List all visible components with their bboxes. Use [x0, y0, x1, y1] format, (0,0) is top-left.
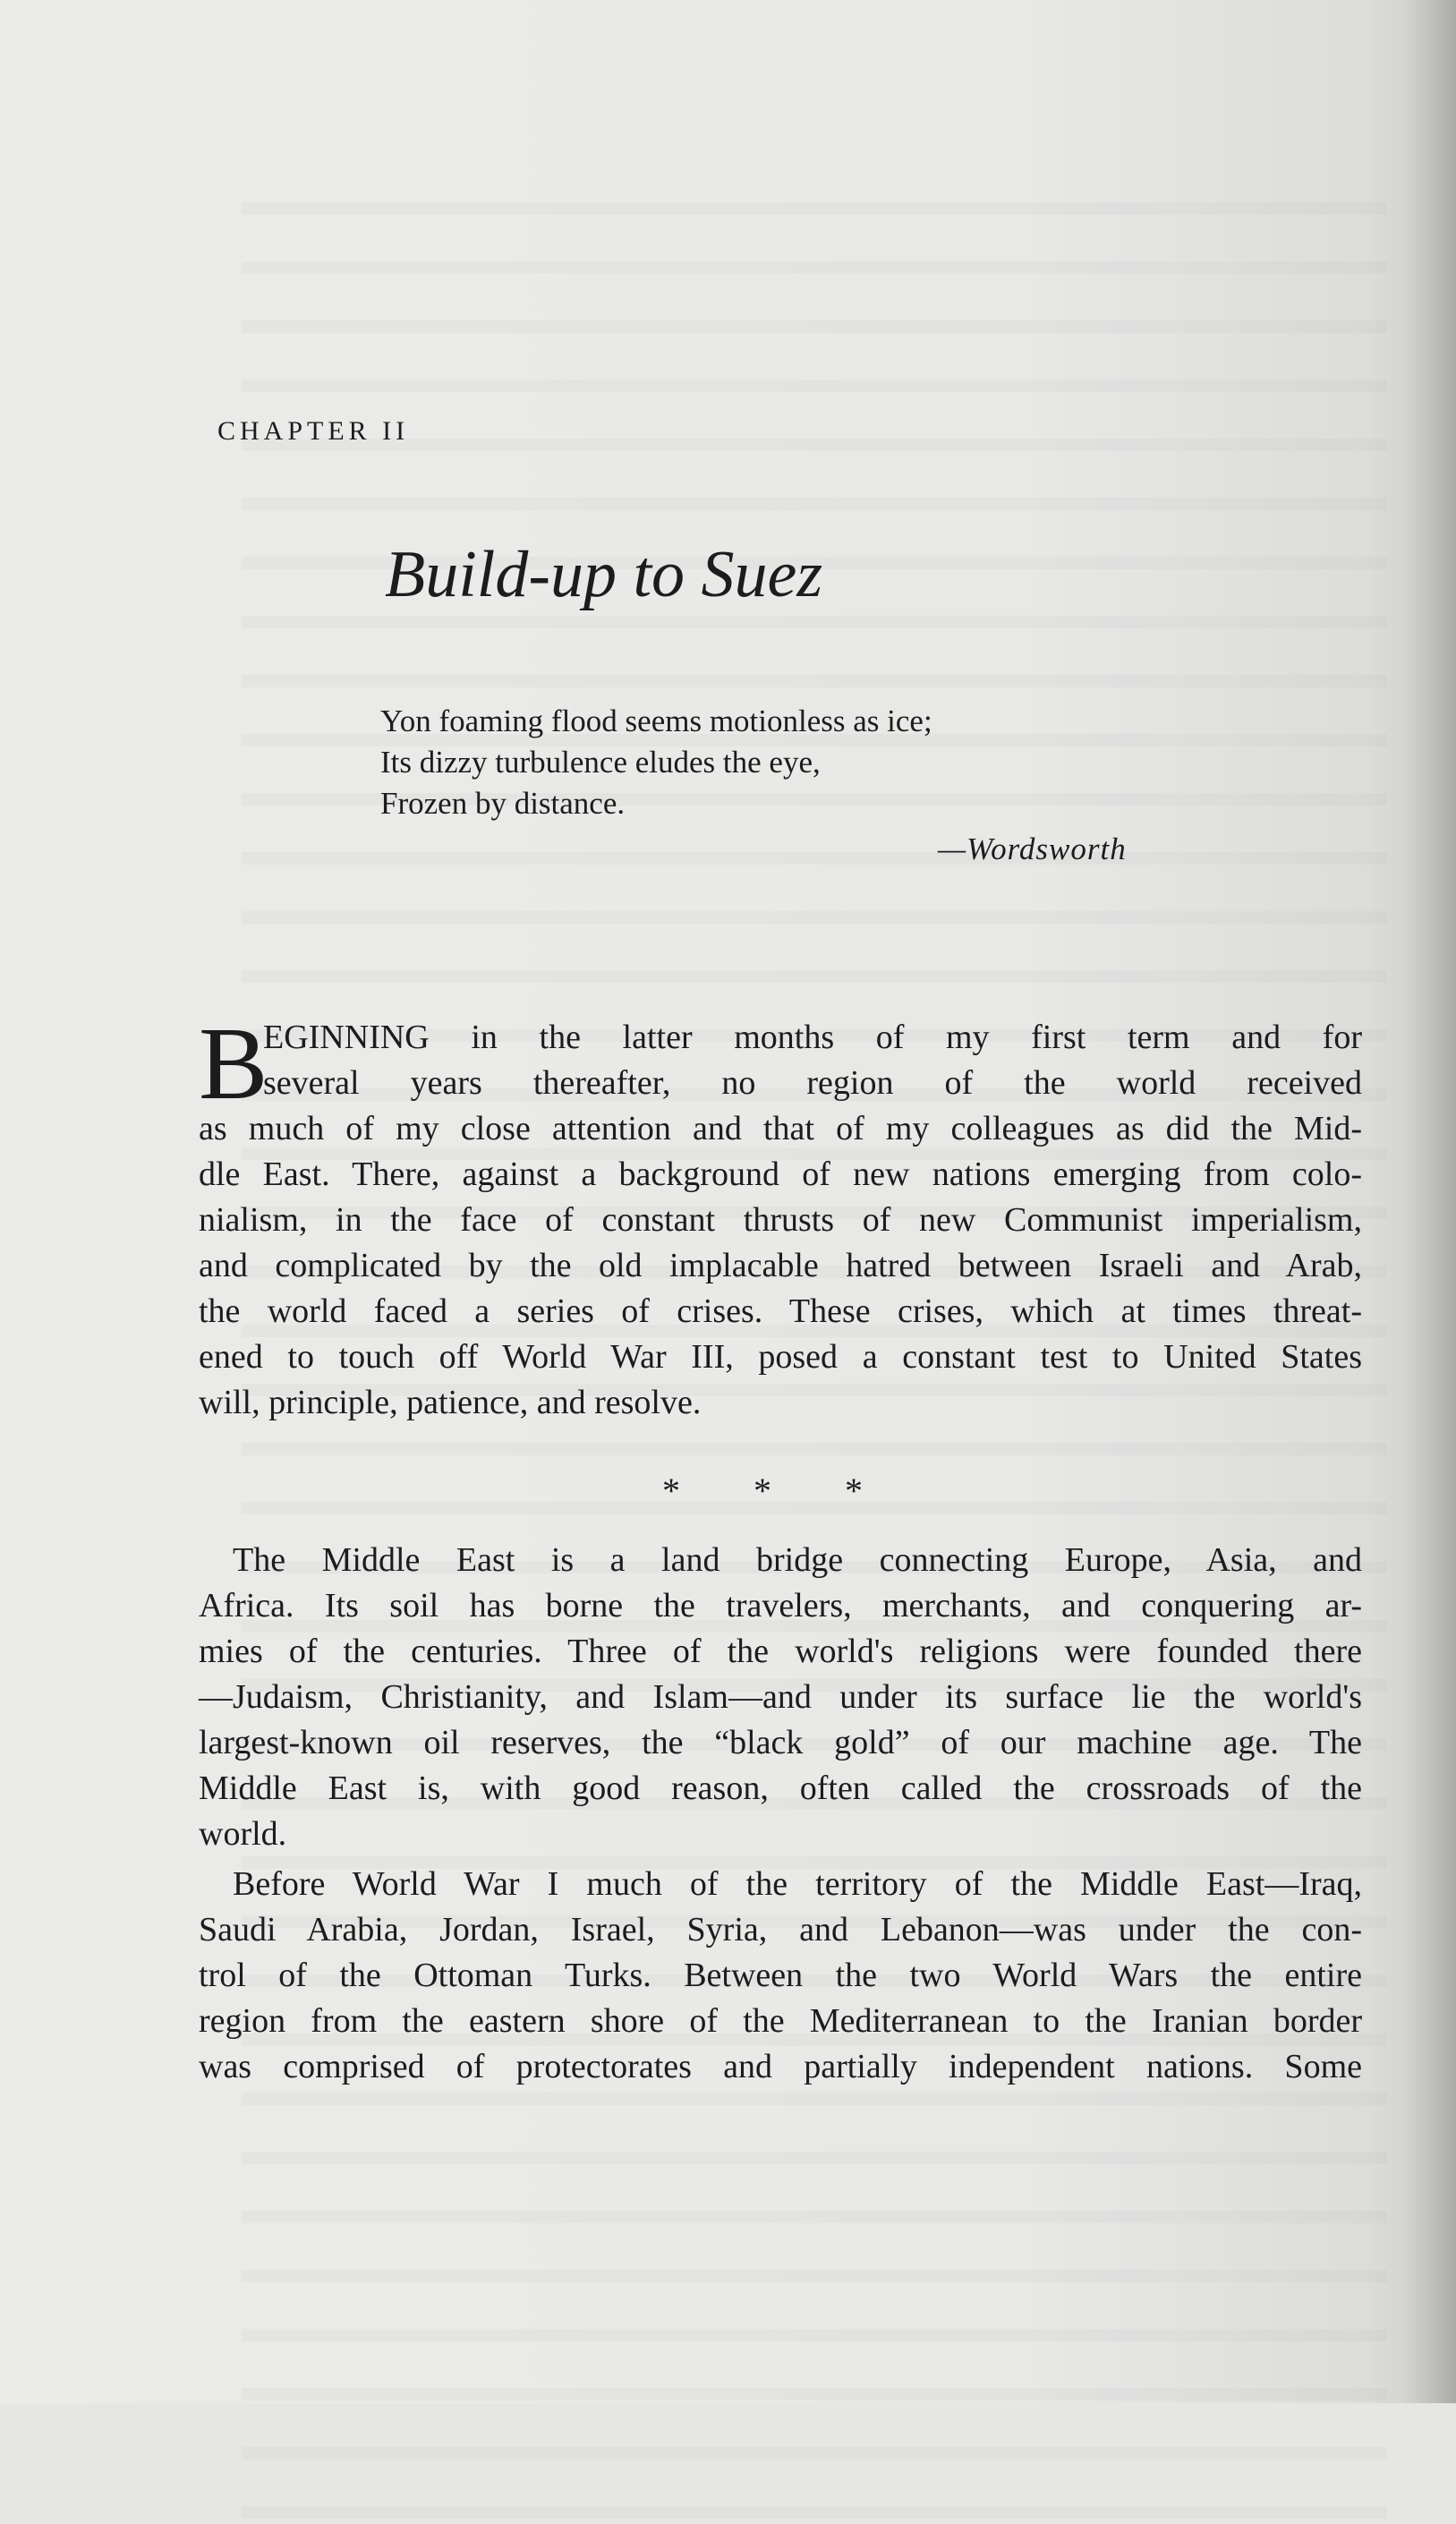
section-break-asterisk: *: [662, 1471, 680, 1511]
epigraph: [380, 701, 932, 824]
epigraph-line: Frozen by distance.: [380, 786, 626, 821]
paragraph-land-bridge: [199, 1538, 1362, 1857]
section-break-asterisk: *: [845, 1471, 863, 1511]
paragraph-line: was comprised of protectorates and partially independent nations. Some: [199, 2048, 1362, 2085]
chapter-title: Build-up to Suez: [385, 538, 823, 611]
paragraph-line: Saudi Arabia, Jordan, Israel, Syria, and Lebanon—was under the con-: [199, 1911, 1362, 1948]
paragraph-line: ened to touch off World War III, posed a constant test to United States: [199, 1338, 1362, 1376]
paragraph-line: Before World War I much of the territory of the Middle East—Iraq,: [233, 1865, 1362, 1903]
paragraph-line: as much of my close attention and that of my colleagues as did the Mid-: [199, 1110, 1362, 1147]
paragraph-line: EGINNING in the latter months of my first term and for: [263, 1019, 1362, 1056]
paragraph-line: mies of the centuries. Three of the world's religions were founded there: [199, 1633, 1362, 1670]
paragraph-line: Middle East is, with good reason, often called the crossroads of the: [199, 1769, 1362, 1807]
paragraph-line: world.: [199, 1815, 287, 1853]
paragraph-world-war: [199, 1862, 1362, 2090]
paragraph-line: Africa. Its soil has borne the travelers, merchants, and conquering ar-: [199, 1587, 1362, 1624]
paragraph-line: The Middle East is a land bridge connecting Europe, Asia, and: [233, 1541, 1362, 1579]
drop-cap: B: [199, 1007, 268, 1121]
section-break: [662, 1470, 936, 1512]
epigraph-attribution: —Wordsworth: [938, 831, 1127, 866]
paragraph-line: the world faced a series of crises. These crises, which at times threat-: [199, 1292, 1362, 1330]
section-break-asterisk: *: [754, 1471, 771, 1511]
page-edge-shadow: [1402, 0, 1456, 2403]
paragraph-line: region from the eastern shore of the Mediterranean to the Iranian border: [199, 2002, 1362, 2040]
paragraph-line: nialism, in the face of constant thrusts of new Communist imperialism,: [199, 1201, 1362, 1239]
epigraph-line: Its dizzy turbulence eludes the eye,: [380, 745, 821, 780]
paragraph-line: will, principle, patience, and resolve.: [199, 1384, 702, 1421]
paragraph-line: —Judaism, Christianity, and Islam—and under its surface lie the world's: [199, 1678, 1362, 1716]
epigraph-line: Yon foaming flood seems motionless as ice;: [380, 703, 932, 738]
chapter-label: CHAPTER II: [217, 416, 410, 446]
paragraph-opening: [199, 1007, 1362, 1426]
paragraph-line: trol of the Ottoman Turks. Between the two World Wars the entire: [199, 1957, 1362, 1994]
paragraph-line: largest-known oil reserves, the “black gold” of our machine age. The: [199, 1724, 1362, 1761]
paragraph-line: and complicated by the old implacable hatred between Israeli and Arab,: [199, 1247, 1362, 1284]
paragraph-line: dle East. There, against a background of new nations emerging from colo-: [199, 1155, 1362, 1193]
paragraph-line: several years thereafter, no region of the world received: [263, 1064, 1362, 1102]
